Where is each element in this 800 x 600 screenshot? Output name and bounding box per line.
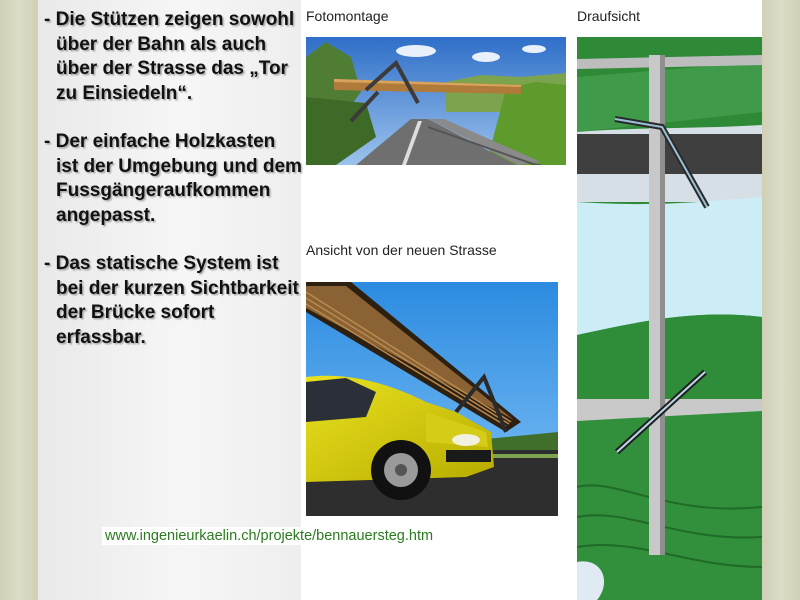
- right-frame-border: [762, 0, 800, 600]
- road-view-image: [306, 282, 558, 516]
- caption-photomontage: Fotomontage: [306, 8, 389, 24]
- bullet-gate-columns: - Die Stützen zeigen sowohl über der Bahn als auch über der Strasse das „Tor zu Einsiedeln“.: [44, 9, 295, 104]
- bullet-wooden-box: - Der einfache Holzkasten ist der Umgebung und dem Fussgängeraufkommen angepasst.: [44, 131, 302, 226]
- bullet-list: [44, 8, 302, 374]
- left-frame-border: [0, 0, 38, 600]
- top-view-image: [577, 37, 762, 600]
- project-url-link[interactable]: www.ingenieurkaelin.ch/projekte/bennauersteg.htm: [102, 527, 476, 545]
- bullet-static-system: - Das statische System ist bei der kurzen Sichtbarkeit der Brücke sofort erfassbar.: [44, 253, 299, 348]
- caption-road-view: Ansicht von der neuen Strasse: [306, 242, 497, 258]
- caption-top-view: Draufsicht: [577, 8, 641, 24]
- slide: [38, 0, 762, 600]
- photomontage-image: [306, 37, 566, 165]
- text-panel: [38, 0, 301, 600]
